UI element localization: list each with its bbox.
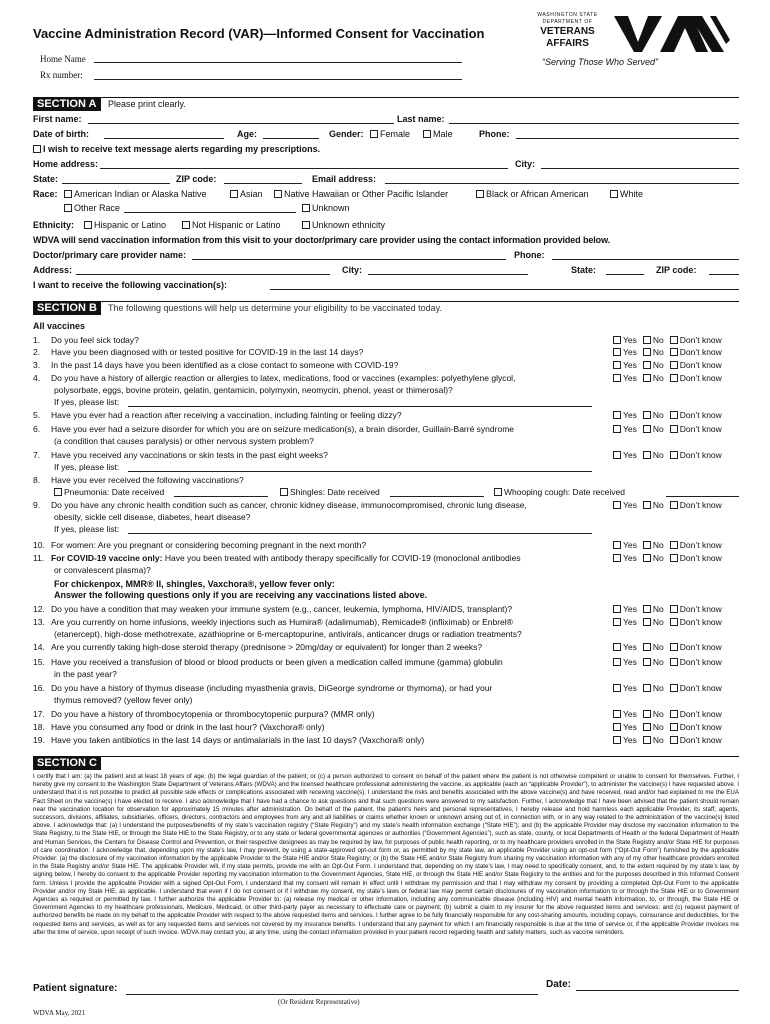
q2-yes-checkbox[interactable] (613, 348, 621, 356)
section-b-rule (33, 301, 739, 302)
city-label: City: (515, 159, 535, 169)
provider-phone-label: Phone: (514, 250, 545, 260)
form-title: Vaccine Administration Record (VAR)—Informed Consent for Vaccination (33, 26, 485, 41)
question-16-cont: thymus removed? (yellow fever only) (54, 695, 193, 705)
q16-yes-checkbox[interactable] (613, 684, 621, 692)
q13-answers: Yes No Don’t know (613, 617, 722, 627)
eth-not-hispanic-option[interactable]: Not Hispanic or Latino (182, 220, 281, 230)
state-field[interactable] (62, 183, 170, 184)
q10-yes-checkbox[interactable] (613, 541, 621, 549)
question-1: 1. Do you feel sick today? (33, 335, 139, 345)
q15-dk-checkbox[interactable] (670, 658, 678, 666)
city-field[interactable] (541, 168, 739, 169)
q1-no-checkbox[interactable] (643, 336, 651, 344)
q18-no-checkbox[interactable] (643, 723, 651, 731)
provider-city-label: City: (342, 265, 362, 275)
q2-answers: Yes No Don’t know (613, 347, 722, 357)
q10-no-checkbox[interactable] (643, 541, 651, 549)
want-receive-label: I want to receive the following vaccination(s): (33, 280, 228, 290)
q4-yes-checkbox[interactable] (613, 374, 621, 382)
text-alerts-checkbox[interactable] (33, 145, 41, 153)
logo-line4: AFFAIRS (546, 38, 589, 49)
q5-yes-checkbox[interactable] (613, 411, 621, 419)
patient-signature-field[interactable] (126, 994, 538, 995)
all-vaccines-heading: All vaccines (33, 321, 86, 331)
question-13: 13. Are you currently on home infusions, weekly injections such as Humira® (adalimumab), Remicade® (infliximab) or Enbrel® (33, 617, 513, 627)
q9-dk-checkbox[interactable] (670, 501, 678, 509)
q18-answers: Yes No Don’t know (613, 722, 722, 732)
age-field[interactable] (263, 138, 319, 139)
provider-name-label: Doctor/primary care provider name: (33, 250, 187, 260)
live-vaccines-instruction: Answer the following questions only if you are receiving any vaccinations listed above. (54, 590, 428, 600)
q4-if-yes-field[interactable] (128, 406, 592, 407)
eth-unknown-option[interactable]: Unknown ethnicity (302, 220, 385, 230)
provider-city-field[interactable] (368, 274, 528, 275)
q11-yes-checkbox[interactable] (613, 554, 621, 562)
zip-label: ZIP code: (176, 174, 217, 184)
gender-label: Gender: (329, 129, 364, 139)
question-4: 4. Do you have a history of allergic reaction or allergies to latex, medications, food or vaccines (examples: polyethylene glycol, (33, 373, 516, 383)
q3-dk-checkbox[interactable] (670, 361, 678, 369)
logo-va-mark-icon (612, 14, 734, 54)
q19-no-checkbox[interactable] (643, 736, 651, 744)
form-id: WDVA May, 2021 (33, 1009, 86, 1017)
question-10: 10. For women: Are you pregnant or considering becoming pregnant in the next month? (33, 540, 367, 550)
question-7: 7. Have you received any vaccinations or skin tests in the past eight weeks? (33, 450, 328, 460)
q13-dk-checkbox[interactable] (670, 618, 678, 626)
first-name-label: First name: (33, 114, 82, 124)
dob-field[interactable] (104, 138, 224, 139)
q19-yes-checkbox[interactable] (613, 736, 621, 744)
q4-no-checkbox[interactable] (643, 374, 651, 382)
q4-answers: Yes No Don’t know (613, 373, 722, 383)
q16-answers: Yes No Don’t know (613, 683, 722, 693)
race-asian-option[interactable]: Asian (230, 189, 263, 199)
section-b-note: The following questions will help us determine your eligibility to be vaccinated today. (108, 303, 443, 313)
q8-pneumonia-date-field[interactable] (174, 496, 268, 497)
q7-answers: Yes No Don’t know (613, 450, 722, 460)
race-nhpi-option[interactable]: Native Hawaiian or Other Pacific Islander (274, 189, 448, 199)
q12-dk-checkbox[interactable] (670, 605, 678, 613)
question-8: 8. Have you ever received the following vaccinations? (33, 475, 244, 485)
q4-if-yes-label: If yes, please list: (54, 397, 120, 407)
q10-dk-checkbox[interactable] (670, 541, 678, 549)
provider-state-field[interactable] (606, 274, 644, 275)
q11-answers: Yes No Don’t know (613, 553, 722, 563)
wdva-logo (530, 12, 740, 72)
q18-yes-checkbox[interactable] (613, 723, 621, 731)
q11-no-checkbox[interactable] (643, 554, 651, 562)
q2-no-checkbox[interactable] (643, 348, 651, 356)
q5-no-checkbox[interactable] (643, 411, 651, 419)
gender-female-option[interactable]: Female (370, 129, 410, 139)
q8-whooping-option[interactable]: Whooping cough: Date received (494, 487, 625, 497)
q17-answers: Yes No Don’t know (613, 709, 722, 719)
q5-answers: Yes No Don’t know (613, 410, 722, 420)
q18-dk-checkbox[interactable] (670, 723, 678, 731)
rx-number-field[interactable] (94, 79, 462, 80)
section-c-tag: SECTION C (33, 756, 101, 770)
gender-male-option[interactable]: Male (423, 129, 453, 139)
q12-answers: Yes No Don’t know (613, 604, 722, 614)
q16-dk-checkbox[interactable] (670, 684, 678, 692)
provider-zip-field[interactable] (709, 274, 739, 275)
dob-label: Date of birth: (33, 129, 89, 139)
q9-if-yes-field[interactable] (128, 533, 592, 534)
q7-if-yes-label: If yes, please list: (54, 462, 120, 472)
q5-dk-checkbox[interactable] (670, 411, 678, 419)
question-11: 11. For COVID-19 vaccine only: Have you been treated with antibody therapy specifically for COVID-19 (monoclonal antibodies (33, 553, 521, 563)
race-black-option[interactable]: Black or African American (476, 189, 589, 199)
live-vaccines-heading: For chickenpox, MMR® II, shingles, Vaxchora®, yellow fever only: (54, 579, 335, 589)
age-label: Age: (237, 129, 257, 139)
question-14: 14. Are you currently taking high-dose steroid therapy (prednisone > 20mg/day or equivalent) for longer than 2 weeks? (33, 642, 483, 652)
question-5: 5. Have you ever had a reaction after receiving a vaccination, including fainting or feeling dizzy? (33, 410, 402, 420)
q17-dk-checkbox[interactable] (670, 710, 678, 718)
phone-label: Phone: (479, 129, 510, 139)
q19-answers: Yes No Don’t know (613, 735, 722, 745)
first-name-field[interactable] (88, 123, 394, 124)
question-18: 18. Have you consumed any food or drink in the last hour? (Vaxchora® only) (33, 722, 325, 732)
provider-phone-field[interactable] (552, 259, 739, 260)
q8-pneumonia-checkbox[interactable] (54, 488, 62, 496)
section-c-rule (33, 756, 739, 757)
question-3: 3. In the past 14 days have you been identified as a close contact to someone with COVID-19? (33, 360, 399, 370)
resident-rep-note: (Or Resident Representative) (278, 998, 360, 1006)
race-other-field[interactable] (124, 212, 296, 213)
q6-answers: Yes No Don’t know (613, 424, 722, 434)
race-aian-checkbox[interactable] (64, 190, 72, 198)
question-6: 6. Have you ever had a seizure disorder for which you are on seizure medication(s), a brain disorder, Guillain-Barré syndrome (33, 424, 514, 434)
home-address-label: Home address: (33, 159, 99, 169)
question-15-cont: in the past year? (54, 669, 117, 679)
q8-pneumonia-option[interactable]: Pneumonia: Date received (54, 487, 164, 497)
rx-number-label: Rx number: (40, 70, 83, 80)
q19-dk-checkbox[interactable] (670, 736, 678, 744)
eth-unknown-checkbox[interactable] (302, 221, 310, 229)
consent-paragraph: I certify that I am: (a) the patient and at least 18 years of age; (b) the legal guardian of the patient; or (c) a person authorized to consent on behalf of the patient where the patient is not otherwise competent or unable to consent for themselves. Further, I hereby give my consent to the Washington State Department of Veterans Affairs (WDVA) and the licensed healthcare professional administering the vaccine, as applicable (each an “applicable Provider”), to administer the vaccine(s) I have requested above. I understand that it is not possible to predict all possible side effects or complications associated with receiving vaccine(s). I understand the risks and benefits associated with the above vaccine(s) and have received, read and/or had explained to me the EUA Fact Sheet on the vaccine(s) I have elected to receive. I also acknowledge that I have had a chance to ask questions and that such questions were answered to my satisfaction. Further, I acknowledge that I have been advised that the patient should remain near the vaccination location for observation for approximately 15 minutes after administration. On behalf of the patient, the patient’s heirs and personal representatives, I hereby release and hold harmless each applicable Provider, its staff, agents, successors, divisions, affiliates, subsidiaries, officers, directors, contractors and employees from any and all liabilities or claims whether known or unknown arising out of, in connection with, or in any way related to the administration of the vaccine(s) listed above. I acknowledge that: (a) I understand the purposes/benefits of my state’s vaccination registry (“State Registry”) and my state’s health information exchange (“State HIE”); and (b) the applicable Provider may disclose my vaccination information to the State Registry, to the State HIE, or through the State HIE to the State Registry, or to any state or federal governmental agencies or authorities (“Government Agencies”), such as state, county, or local Departments of Health or the federal Department of Health and Human Services, the Centers for Disease Control and Prevention, or their respective designees as may be required by law, for purposes of public health reporting, or to my healthcare providers enrolled in the State Registry and/or State HIE for purposes of care coordination. I acknowledge that, depending upon my state’s law, I may prevent, by using a state-approved opt-out form or, as permitted by my state law, an applicable Provider using an opt-out form (“Opt-Out Form”) furnished by the applicable Provider: (a) the disclosure of my vaccination information by the applicable Provider to the State HIE and/or State Registry; or (b) the State HIE and/or State Registry from sharing my vaccination information with any of my other healthcare providers enrolled in the State Registry and/or State HIE. The applicable Provider will, if my state permits, provide me with an Opt-Out Form. I understand that, depending on my state’s law, I may need to specifically consent, and, to the extent required by my state’s law, by signing below, I hereby do consent to the applicable Provider reporting my vaccination information to the Government Agencies, State HIE, or through the State HIE and/or State Registry to the entities and for the purposes described in this Informed Consent form. Unless I provide the applicable Provider with a signed Opt-Out Form, I understand that my consent will remain in effect until I withdraw my permission and that I may withdraw my consent by providing a completed Opt-Out Form to the applicable Provider and/or my State HIE, as applicable. I understand that even if I do not consent or if I withdraw my consent, my state’s laws or federal law may permit certain disclosures of my vaccination information to or through the State HIE or to Government Agencies as required or permitted by law. I further authorize the applicable Provider to: (a) release my medical or other information, including any communicable disease (including HIV) and mental health information, to, or through, the State HIE or Government Agencies to my healthcare professionals, Medicare, Medicaid, or other third-party payer as necessary to effectuate care or payment; (b) submit a claim to my insurer for the above requested items and services; and (c) request payment of authorized benefits be made on my behalf to the applicable Provider with respect to the above requested items and services. I further agree to be fully financially responsible for any cost-sharing amounts, including copays, coinsurance and deductibles, for the requested items and services, as well as for any requested items and services not covered by my insurance benefits. I understand that any payment for which I am financially responsible is due at the time of service or, if the applicable Provider invoices me after the time of service, upon receipt of such invoice. WDVA may contact you, at any time, using the contact information provided in your patient record regarding health and safety matters, such as vaccine reminders. (33, 773, 739, 936)
patient-signature-label: Patient signature: (33, 983, 118, 994)
zip-field[interactable] (224, 183, 302, 184)
q8-shingles-date-field[interactable] (390, 496, 484, 497)
date-field[interactable] (576, 990, 739, 991)
logo-line2: DEPARTMENT OF (542, 19, 593, 25)
race-black-checkbox[interactable] (476, 190, 484, 198)
q1-answers: Yes No Don’t know (613, 335, 722, 345)
provider-address-field[interactable] (76, 274, 330, 275)
question-17: 17. Do you have a history of thrombocytopenia or thrombocytopenic purpura? (MMR only) (33, 709, 375, 719)
q8-whooping-checkbox[interactable] (494, 488, 502, 496)
q14-yes-checkbox[interactable] (613, 643, 621, 651)
provider-name-field[interactable] (192, 259, 506, 260)
provider-zip-label: ZIP code: (656, 265, 697, 275)
question-9-cont: obesity, sickle cell disease, diabetes, heart disease? (54, 512, 251, 522)
q3-answers: Yes No Don’t know (613, 360, 722, 370)
last-name-label: Last name: (397, 114, 445, 124)
q12-yes-checkbox[interactable] (613, 605, 621, 613)
home-name-field[interactable] (94, 62, 462, 63)
q7-no-checkbox[interactable] (643, 451, 651, 459)
q14-no-checkbox[interactable] (643, 643, 651, 651)
eth-not-hispanic-checkbox[interactable] (182, 221, 190, 229)
q15-no-checkbox[interactable] (643, 658, 651, 666)
q16-no-checkbox[interactable] (643, 684, 651, 692)
email-label: Email address: (312, 174, 377, 184)
q2-dk-checkbox[interactable] (670, 348, 678, 356)
logo-line3: VETERANS (540, 26, 595, 37)
race-white-option[interactable]: White (610, 189, 643, 199)
logo-tagline: “Serving Those Who Served” (542, 57, 659, 67)
question-12: 12. Do you have a condition that may weaken your immune system (e.g., cancer, leukemia, lymphoma, HIV/AIDS, transplant)? (33, 604, 513, 614)
q1-dk-checkbox[interactable] (670, 336, 678, 344)
q9-no-checkbox[interactable] (643, 501, 651, 509)
q14-dk-checkbox[interactable] (670, 643, 678, 651)
state-label: State: (33, 174, 59, 184)
race-aian-option[interactable]: American Indian or Alaska Native (64, 189, 207, 199)
q12-no-checkbox[interactable] (643, 605, 651, 613)
q10-answers: Yes No Don’t know (613, 540, 722, 550)
ethnicity-label: Ethnicity: (33, 220, 75, 230)
eth-hispanic-checkbox[interactable] (84, 221, 92, 229)
eth-hispanic-option[interactable]: Hispanic or Latino (84, 220, 166, 230)
provider-state-label: State: (571, 265, 597, 275)
male-checkbox[interactable] (423, 130, 431, 138)
home-address-field[interactable] (100, 168, 508, 169)
section-b-tag: SECTION B (33, 301, 101, 315)
female-checkbox[interactable] (370, 130, 378, 138)
question-19: 19. Have you taken antibiotics in the last 14 days or antimalarials in the last 10 days? (Vaxchora® only) (33, 735, 425, 745)
text-alerts-option[interactable]: I wish to receive text message alerts regarding my prescriptions. (33, 144, 320, 154)
q1-yes-checkbox[interactable] (613, 336, 621, 344)
q17-yes-checkbox[interactable] (613, 710, 621, 718)
question-13-cont: (etanercept), high-dose methotrexate, azathioprine or 6-mercaptopurine, antivirals, anticancer drugs or radiation treatments? (54, 629, 522, 639)
q8-shingles-option[interactable]: Shingles: Date received (280, 487, 380, 497)
q4-dk-checkbox[interactable] (670, 374, 678, 382)
q11-dk-checkbox[interactable] (670, 554, 678, 562)
q6-no-checkbox[interactable] (643, 425, 651, 433)
q3-no-checkbox[interactable] (643, 361, 651, 369)
race-white-checkbox[interactable] (610, 190, 618, 198)
section-a-tag: SECTION A (33, 97, 101, 111)
race-nhpi-checkbox[interactable] (274, 190, 282, 198)
q15-yes-checkbox[interactable] (613, 658, 621, 666)
home-name-label: Home Name (40, 54, 86, 64)
section-a-rule (33, 97, 739, 98)
email-field[interactable] (385, 183, 739, 184)
race-other-option[interactable]: Other Race (64, 203, 120, 213)
q7-yes-checkbox[interactable] (613, 451, 621, 459)
q9-answers: Yes No Don’t know (613, 500, 722, 510)
race-asian-checkbox[interactable] (230, 190, 238, 198)
race-other-checkbox[interactable] (64, 204, 72, 212)
q14-answers: Yes No Don’t know (613, 642, 722, 652)
q7-if-yes-field[interactable] (128, 471, 592, 472)
q6-yes-checkbox[interactable] (613, 425, 621, 433)
q3-yes-checkbox[interactable] (613, 361, 621, 369)
date-label: Date: (546, 979, 572, 990)
question-6-cont: (a condition that causes paralysis) or other nervous system problem? (54, 436, 314, 446)
q15-answers: Yes No Don’t know (613, 657, 722, 667)
logo-line1: WASHINGTON STATE (537, 12, 598, 18)
q9-yes-checkbox[interactable] (613, 501, 621, 509)
section-a-note: Please print clearly. (108, 99, 186, 109)
q13-no-checkbox[interactable] (643, 618, 651, 626)
question-4-cont: polysorbate, eggs, bovine protein, gelatin, gentamicin, polymyxin, neomycin, phenol, yeast or thimerosal)? (54, 385, 453, 395)
race-label: Race: (33, 189, 58, 199)
question-11-cont: or convalescent plasma)? (54, 565, 151, 575)
last-name-field[interactable] (449, 123, 739, 124)
q13-yes-checkbox[interactable] (613, 618, 621, 626)
question-9: 9. Do you have any chronic health condition such as cancer, chronic kidney disease, immunocompromised, chronic lung disease, (33, 500, 527, 510)
q7-dk-checkbox[interactable] (670, 451, 678, 459)
q9-if-yes-label: If yes, please list: (54, 524, 120, 534)
provider-address-label: Address: (33, 265, 73, 275)
question-16: 16. Do you have a history of thymus disease (including myasthenia gravis, DiGeorge syndrome or thymoma), or had your (33, 683, 493, 693)
want-receive-field[interactable] (270, 289, 739, 290)
question-15: 15. Have you received a transfusion of blood or blood products or been given a medication called immune (gamma) globulin (33, 657, 503, 667)
race-unknown-checkbox[interactable] (302, 204, 310, 212)
question-2: 2. Have you been diagnosed with or tested positive for COVID-19 in the last 14 days? (33, 347, 364, 357)
wdva-send-notice: WDVA will send vaccination information from this visit to your doctor/primary care provider using the contact information provided below. (33, 235, 611, 245)
q6-dk-checkbox[interactable] (670, 425, 678, 433)
race-unknown-option[interactable]: Unknown (302, 203, 350, 213)
q8-whooping-date-field[interactable] (666, 496, 739, 497)
q8-shingles-checkbox[interactable] (280, 488, 288, 496)
phone-field[interactable] (516, 138, 739, 139)
q17-no-checkbox[interactable] (643, 710, 651, 718)
